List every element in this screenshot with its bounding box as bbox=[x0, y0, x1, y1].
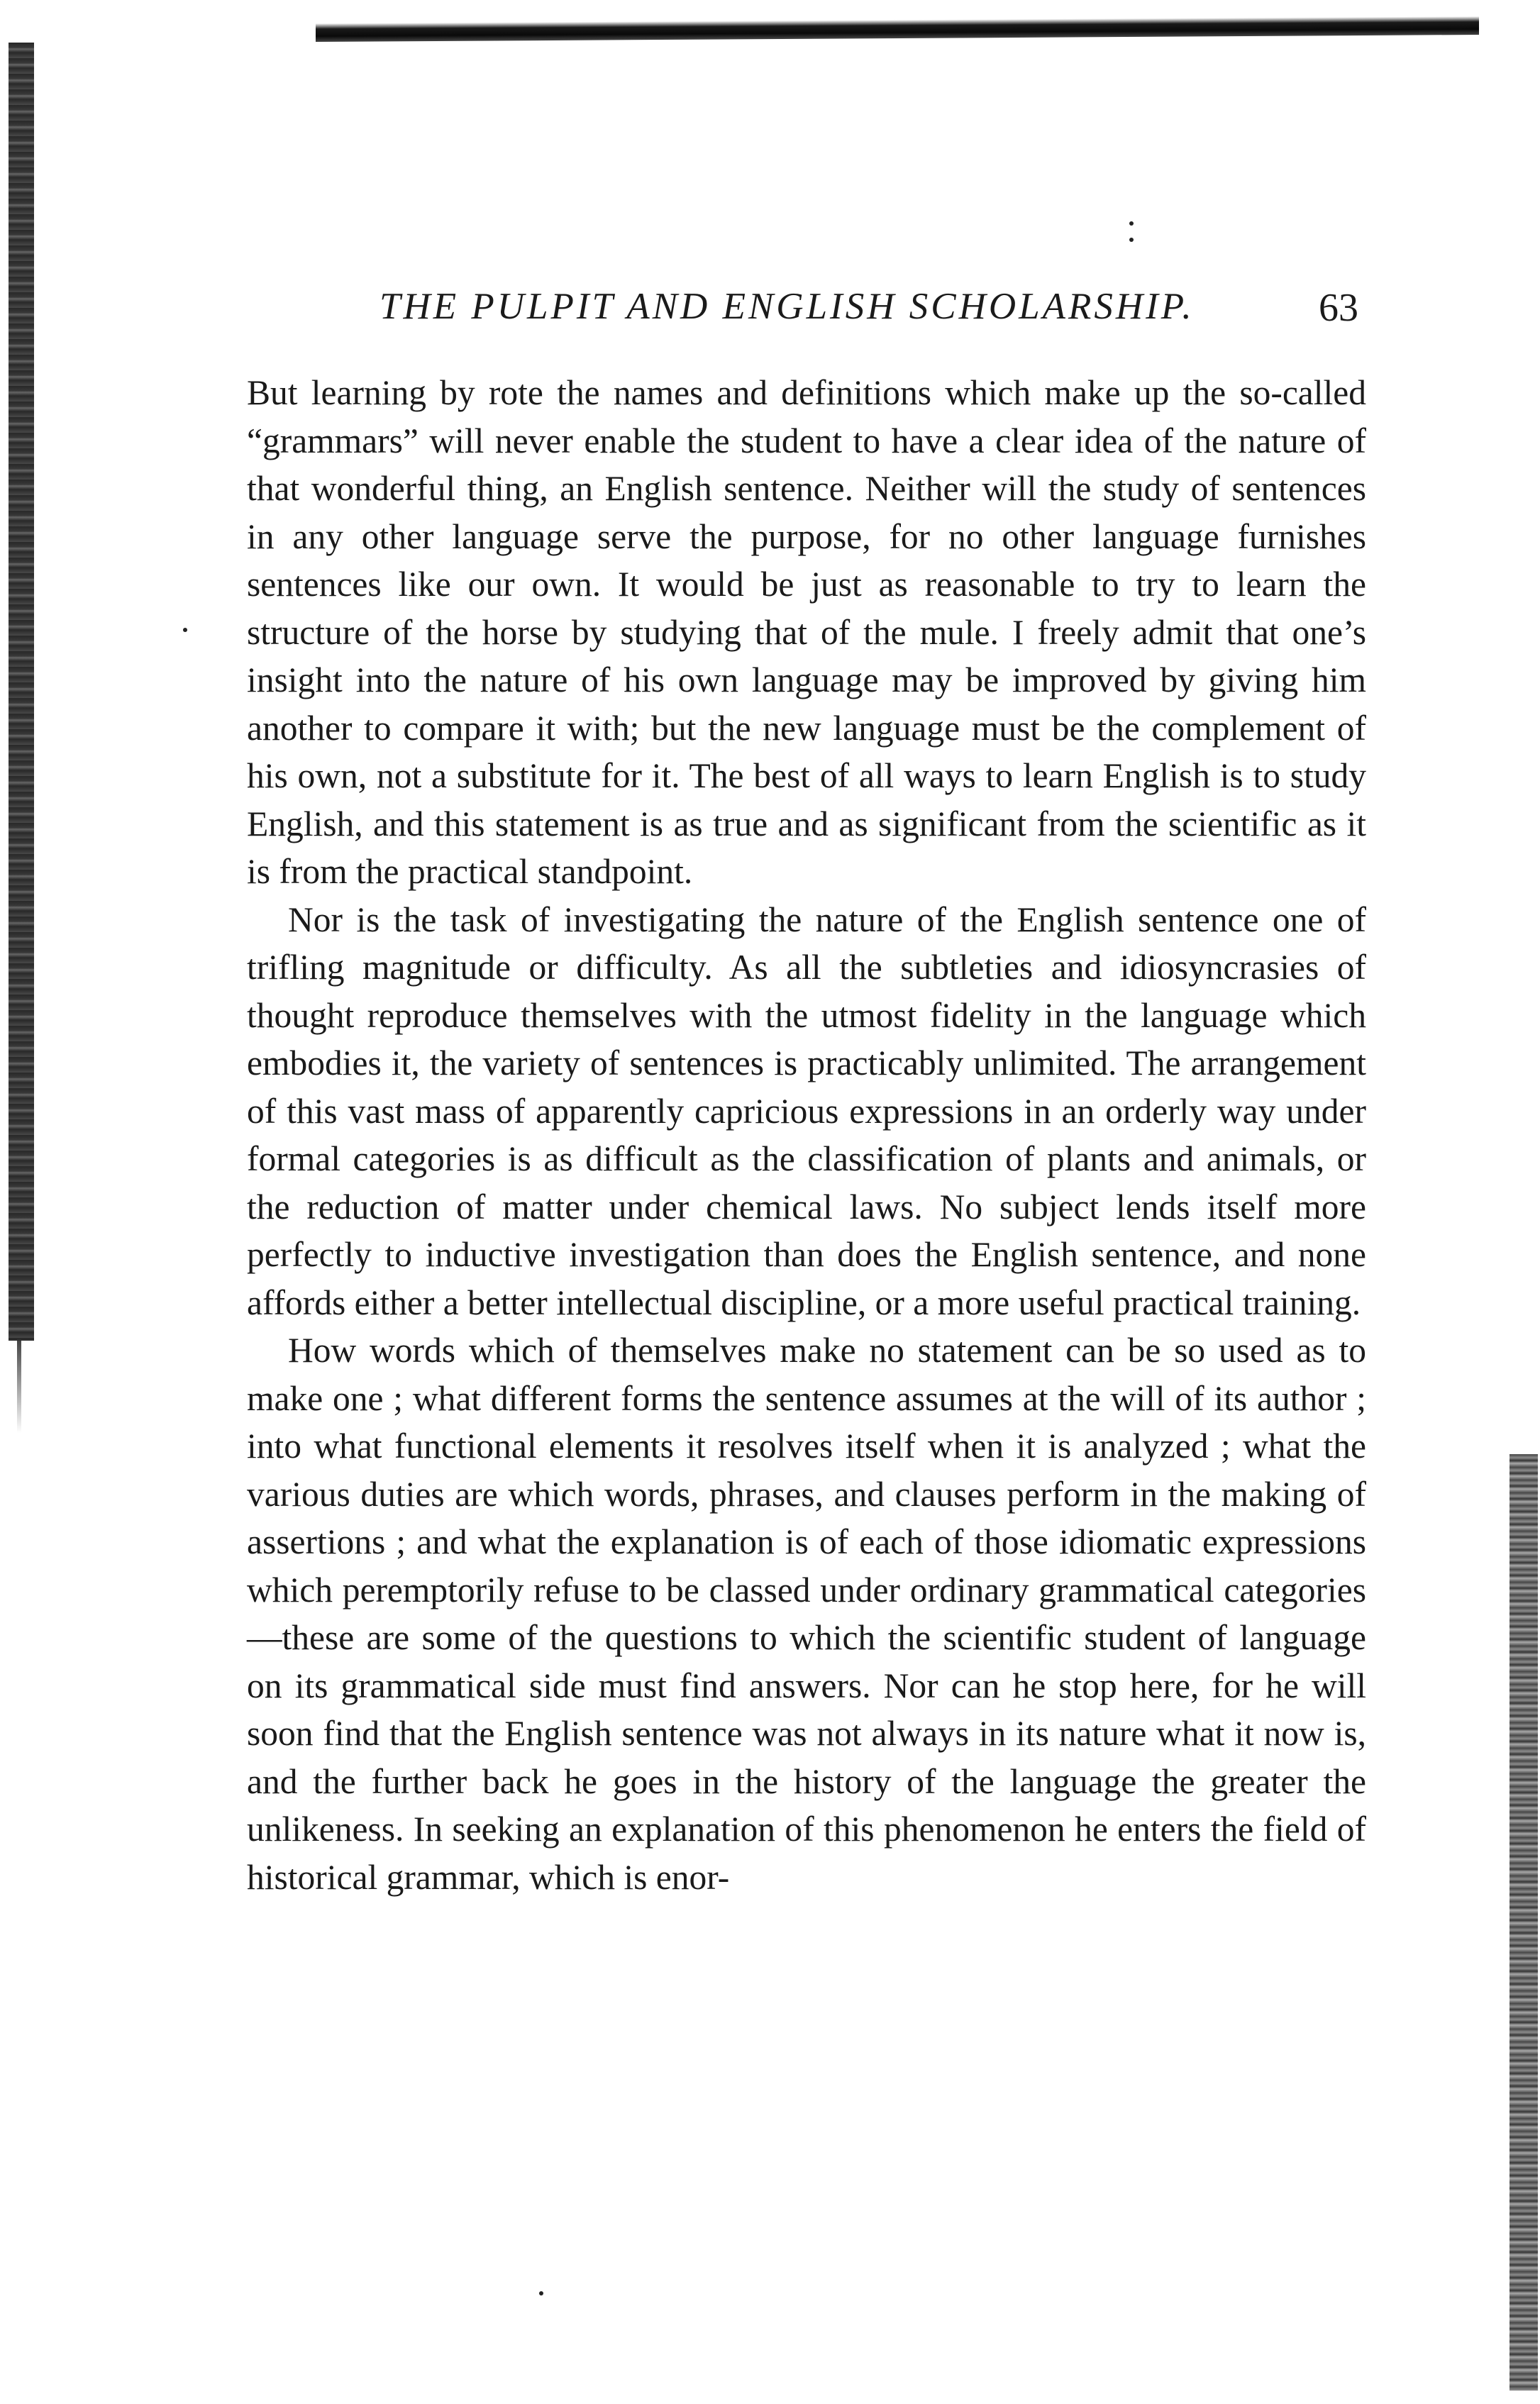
paragraph: How words which of themselves make no statement can be so used as to make one ; what different forms the sentence assumes at the will of its author ; into what functional elements it resolves itself when it is analyzed ; what the various duties are which words, phrases, and clauses perform in the making of assertions ; and what the explanation is of each of those idiomatic expressions which peremptorily refuse to be classed under ordinary grammatical categories—these are some of the questions to which the scientific student of language on its grammatical side must find answers. Nor can he stop here, for he will soon find that the English sentence was not always in its nature what it now is, and the further back he goes in the history of the language the greater the unlikeness. In seeking an explanation of this phenomenon he enters the field of historical grammar, which is enor- bbox=[247, 1331, 1366, 1897]
paragraph: But learning by rote the names and definitions which make up the so-called “grammars” will never enable the student to have a clear idea of the nature of that wonderful thing, an English sentence. Neither will the study of sentences in any other language serve the purpose, for no other language furnishes sentences like our own. It would be just as reasonable to try to learn the structure of the horse by studying that of the mule. I freely admit that one’s insight into the nature of his own language may be improved by giving him another to compare it with; but the new language must be the complement of his own, not a substitute for it. The best of all ways to learn English is to study English, and this statement is as true and as significant from the scientific as it is from the practical standpoint. bbox=[247, 373, 1366, 891]
running-title: THE PULPIT AND ENGLISH SCHOLARSHIP. bbox=[380, 286, 1195, 327]
top-border-rule bbox=[316, 16, 1479, 42]
right-page-edge bbox=[1509, 1454, 1538, 2391]
page-header bbox=[252, 285, 1358, 342]
ink-speck bbox=[1129, 238, 1134, 242]
ink-speck bbox=[183, 628, 187, 632]
body-text bbox=[247, 369, 1366, 1901]
left-page-edge bbox=[9, 43, 34, 1341]
ink-speck bbox=[1129, 221, 1134, 226]
left-page-edge-fade bbox=[17, 1341, 21, 1433]
ink-speck bbox=[539, 2291, 543, 2295]
page-number: 63 bbox=[1319, 286, 1358, 330]
paragraph: Nor is the task of investigating the nature of the English sentence one of trifling magnitude or difficulty. As all the subtleties and idiosyncrasies of thought reproduce themselves with the utmost fidelity in the language which embodies it, the variety of sentences is practicably unlimited. The arrangement of this vast mass of apparently capricious expressions in an orderly way under formal categories is as difficult as the classification of plants and animals, or the reduction of matter under chemical laws. No subject lends itself more perfectly to inductive investigation than does the English sentence, and none affords either a better intellectual discipline, or a more useful practical training. bbox=[247, 899, 1366, 1322]
